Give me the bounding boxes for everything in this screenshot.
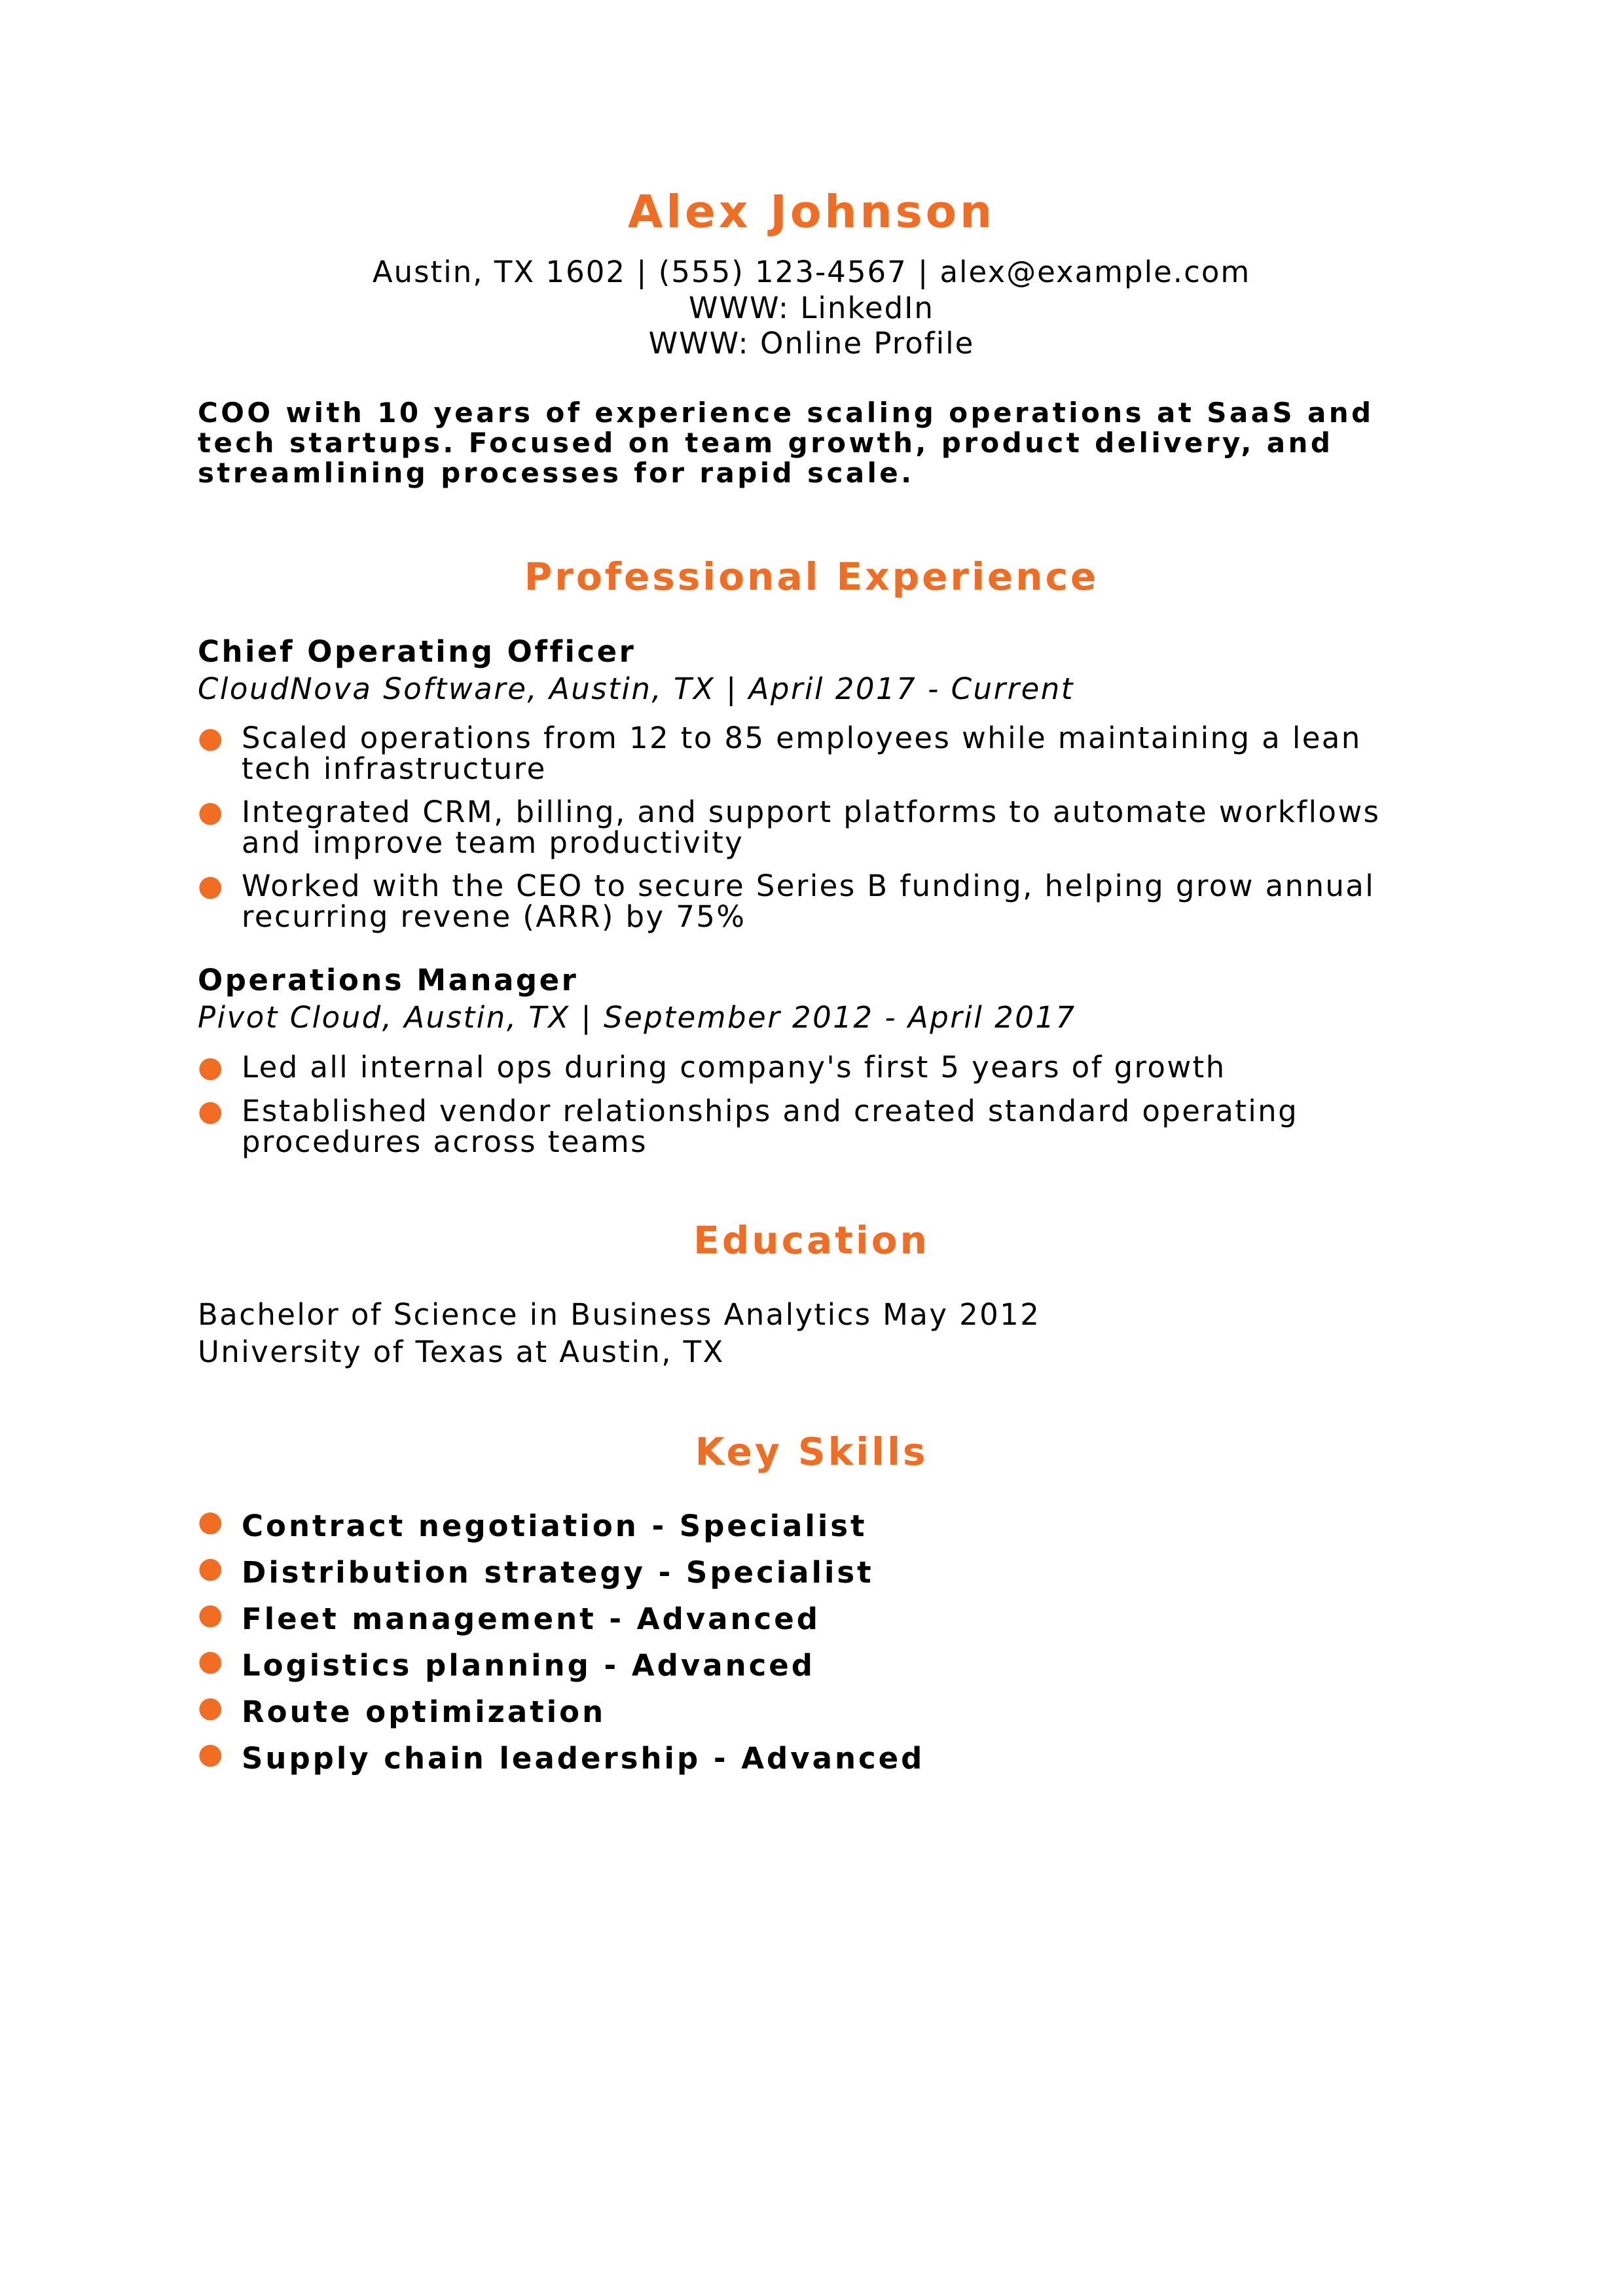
- bullet-icon: ●: [198, 1505, 226, 1538]
- bullet-icon: ●: [198, 1598, 226, 1631]
- section-title-education: Education: [693, 1218, 930, 1263]
- bullet-text: Integrated CRM, billing, and support platforms to automate workflows and improve team productivity: [242, 795, 1381, 860]
- list-item: [198, 1052, 1442, 1083]
- skill-text: Supply chain leadership - Advanced: [242, 1741, 925, 1776]
- linkedin-link[interactable]: WWW: LinkedIn: [689, 291, 934, 325]
- school-line: University of Texas at Austin, TX: [198, 1335, 725, 1369]
- skill-item: [198, 1691, 606, 1729]
- bullet-icon: ●: [198, 869, 225, 903]
- contact-line: Austin, TX 1602 | (555) 123-4567 | alex@example.com: [372, 255, 1251, 289]
- job-title: Operations Manager: [198, 963, 579, 997]
- bullet-text: Led all internal ops during company's first 5 years of growth: [242, 1050, 1226, 1085]
- section-title-skills: Key Skills: [695, 1429, 928, 1474]
- online-profile-link[interactable]: WWW: Online Profile: [648, 326, 975, 361]
- bullet-icon: ●: [198, 1737, 226, 1770]
- section-title-experience: Professional Experience: [524, 554, 1099, 599]
- bullet-icon: ●: [198, 1551, 226, 1585]
- skill-item: [198, 1598, 820, 1636]
- bullet-icon: ●: [198, 1644, 226, 1677]
- candidate-name: Alex Johnson: [627, 186, 996, 238]
- skill-text: Fleet management - Advanced: [242, 1602, 820, 1636]
- skill-text: Contract negotiation - Specialist: [242, 1509, 867, 1543]
- bullet-icon: ●: [198, 721, 225, 755]
- skill-item: [198, 1551, 874, 1590]
- bullet-icon: ●: [198, 1691, 226, 1724]
- skill-text: Route optimization: [242, 1695, 606, 1729]
- job-meta: CloudNova Software, Austin, TX | April 2017 - Current: [198, 672, 1074, 706]
- bullet-icon: ●: [198, 795, 225, 829]
- skill-item: [198, 1505, 867, 1543]
- list-item: [198, 797, 1442, 858]
- job-meta: Pivot Cloud, Austin, TX | September 2012 - April 2017: [198, 1000, 1076, 1035]
- skill-text: Logistics planning - Advanced: [242, 1648, 816, 1683]
- bullet-icon: ●: [198, 1094, 225, 1128]
- skill-item: [198, 1737, 925, 1776]
- list-item: [198, 1096, 1442, 1157]
- professional-summary: COO with 10 years of experience scaling operations at SaaS and tech startups. Focused on team growth, product delivery, and streamlining processes for rapid scale.: [198, 397, 1374, 489]
- bullet-text: Worked with the CEO to secure Series B funding, helping grow annual recurring revene (ARR) by 75%: [242, 869, 1376, 934]
- bullet-text: Scaled operations from 12 to 85 employees while maintaining a lean tech infrastructure: [242, 721, 1362, 786]
- skill-text: Distribution strategy - Specialist: [242, 1555, 874, 1590]
- bullet-icon: ●: [198, 1050, 225, 1084]
- bullet-text: Established vendor relationships and created standard operating procedures across teams: [242, 1094, 1299, 1159]
- list-item: [198, 723, 1442, 784]
- job-title: Chief Operating Officer: [198, 634, 636, 669]
- skill-item: [198, 1644, 816, 1683]
- list-item: [198, 870, 1442, 932]
- degree-line: Bachelor of Science in Business Analytics May 2012: [198, 1297, 1041, 1332]
